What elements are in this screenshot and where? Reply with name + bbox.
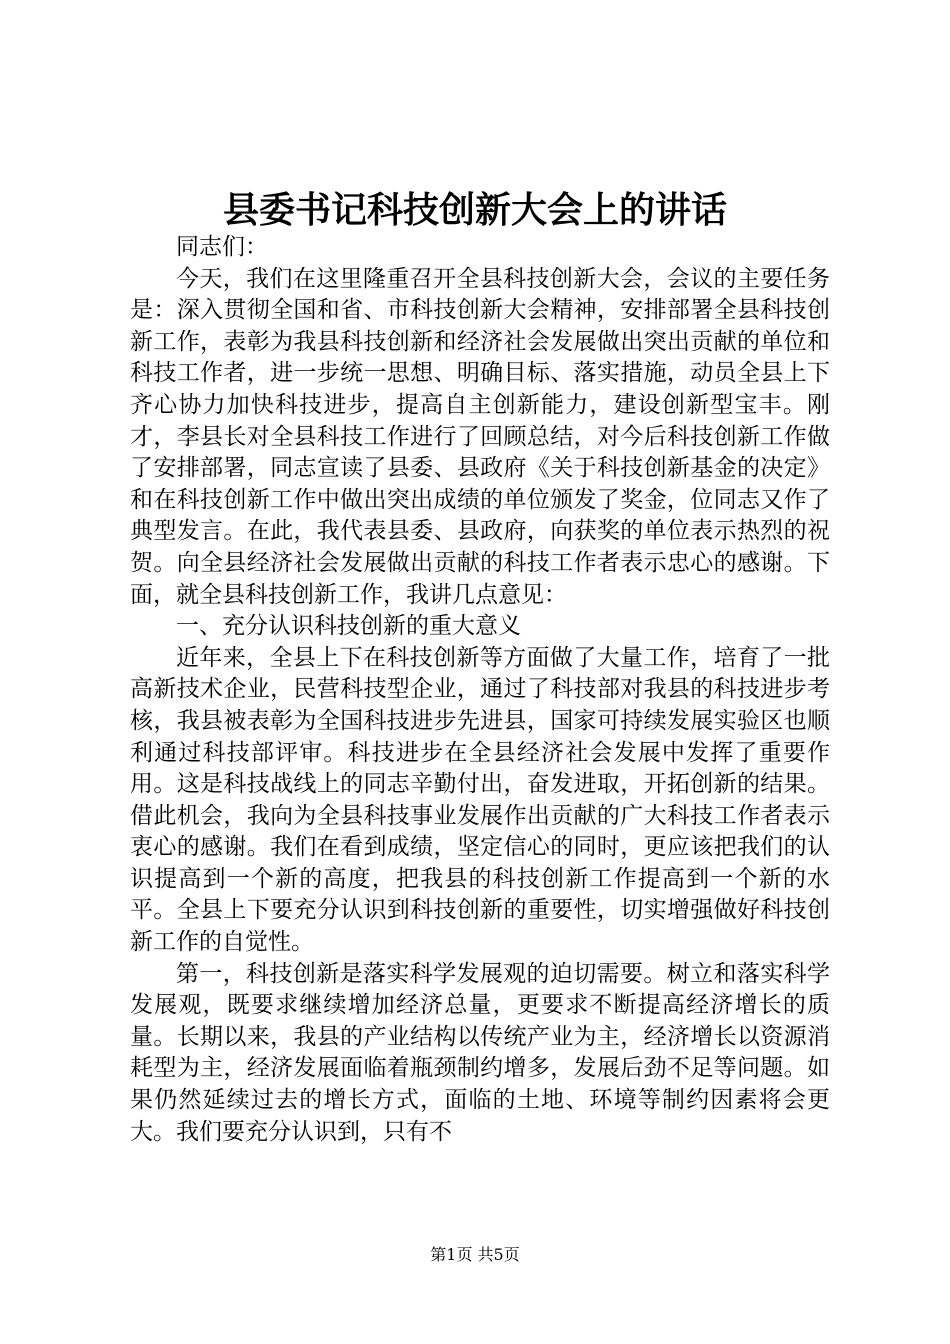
document-title: 县委书记科技创新大会上的讲话 (222, 189, 727, 231)
salutation-paragraph: 同志们： (176, 234, 268, 260)
body-paragraph: 第一，科技创新是落实科学发展观的迫切需要。树立和落实科学发展观，既要求继续增加经济总量，更要求不断提高经济增长的质量。长期以来，我县的产业结构以传统产业为主，经济增长以资源消耗型为主，经济发展面临着瓶颈制约增多，发展后劲不足等问题。如果仍然延续过去的增长方式，面临的土地、环境等制约因素将会更大。我们要充分认识到，只有不 (130, 960, 830, 1145)
page-number-footer: 第1页 共5页 (430, 1245, 520, 1264)
document-body (130, 232, 830, 1148)
section-heading: 一、充分认识科技创新的重大意义 (176, 613, 521, 640)
body-paragraph: 近年来，全县上下在科技创新等方面做了大量工作，培育了一批高新技术企业，民营科技型企业，通过了科技部对我县的科技进步考核，我县被表彰为全国科技进步先进县，国家可持续发展实验区也顺利通过科技部评审。科技进步在全县经济社会发展中发挥了重要作用。这是科技战线上的同志辛勤付出，奋发进取，开拓创新的结果。借此机会，我向为全县科技事业发展作出贡献的广大科技工作者表示衷心的感谢。我们在看到成绩，坚定信心的同时，更应该把我们的认识提高到一个新的高度，把我县的科技创新工作提高到一个新的水平。全县上下要充分认识到科技创新的重要性，切实增强做好科技创新工作的自觉性。 (130, 644, 830, 956)
body-paragraph: 今天，我们在这里隆重召开全县科技创新大会，会议的主要任务是：深入贯彻全国和省、市科技创新大会精神，安排部署全县科技创新工作，表彰为我县科技创新和经济社会发展做出突出贡献的单位和科技工作者，进一步统一思想、明确目标、落实措施，动员全县上下齐心协力加快科技进步，提高自主创新能力，建设创新型宝丰。刚才，李县长对全县科技工作进行了回顾总结，对今后科技创新工作做了安排部署，同志宣读了县委、县政府《关于科技创新基金的决定》和在科技创新工作中做出突出成绩的单位颁发了奖金，位同志又作了典型发言。在此，我代表县委、县政府，向获奖的单位表示热烈的祝贺。向全县经济社会发展做出贡献的科技工作者表示忠心的感谢。下面，就全县科技创新工作，我讲几点意见： (130, 265, 830, 608)
